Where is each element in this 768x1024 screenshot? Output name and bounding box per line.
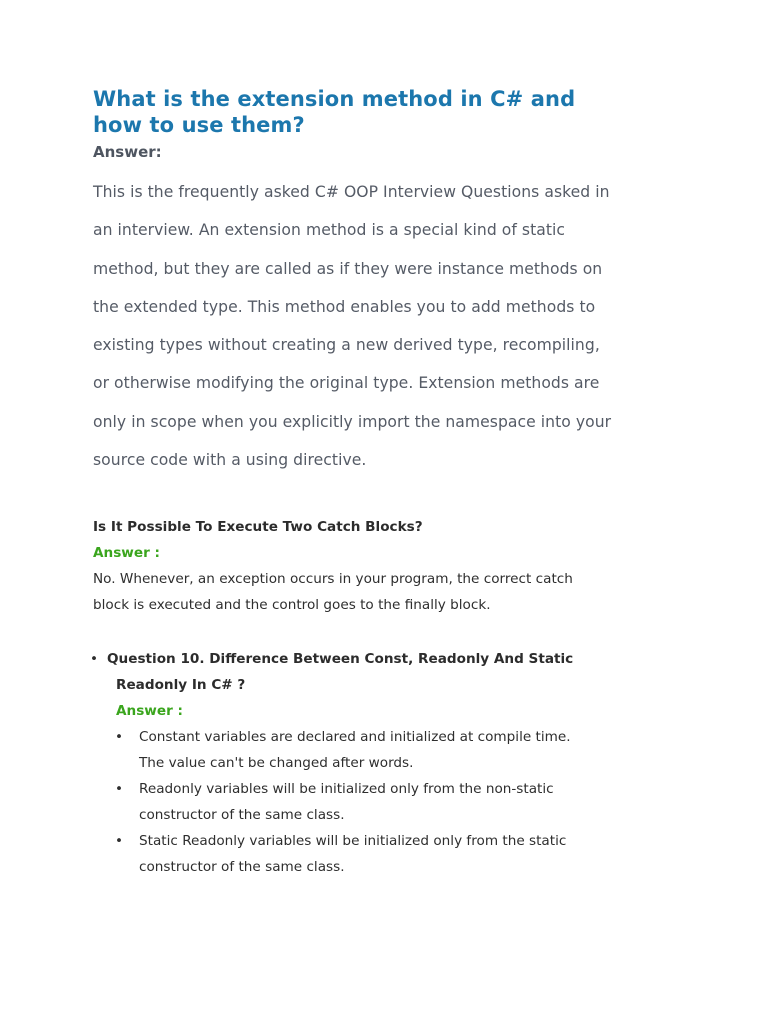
paragraph-line: source code with a using directive. xyxy=(93,451,367,470)
bullet-icon: • xyxy=(115,729,124,745)
bullet-icon: • xyxy=(115,833,124,849)
page-title xyxy=(93,86,683,138)
paragraph-line: an interview. An extension method is a special kind of static xyxy=(93,221,566,240)
bullet-icon: • xyxy=(115,781,124,797)
list-item-line: constructor of the same class. xyxy=(139,859,345,875)
question-list-item xyxy=(90,646,690,672)
list-item-line: Constant variables are declared and initialized at compile time. xyxy=(139,729,571,745)
list-item xyxy=(90,776,690,828)
question-heading: Is It Possible To Execute Two Catch Blocks? xyxy=(93,519,423,535)
list-item-line: The value can't be changed after words. xyxy=(139,755,414,771)
section-catch-blocks xyxy=(93,514,683,618)
answer-paragraph xyxy=(93,173,683,479)
paragraph-line: This is the frequently asked C# OOP Interview Questions asked in xyxy=(93,183,610,201)
list-item-line: Static Readonly variables will be initialized only from the static xyxy=(139,833,567,849)
paragraph-line: method, but they are called as if they were instance methods on xyxy=(93,259,603,278)
bullet-icon: • xyxy=(90,651,99,667)
title-line: how to use them? xyxy=(93,113,305,137)
list-item-line: constructor of the same class. xyxy=(139,807,345,823)
list-item xyxy=(90,724,690,776)
answer-text xyxy=(93,566,683,618)
paragraph-line: only in scope when you explicitly import the namespace into your xyxy=(93,412,612,431)
paragraph-line: the extended type. This method enables you to add methods to xyxy=(93,297,596,316)
answer-label: Answer: xyxy=(93,143,162,161)
list-item-line: Readonly variables will be initialized only from the non-static xyxy=(139,781,554,797)
answer-line: block is executed and the control goes to the finally block. xyxy=(93,597,491,613)
question-heading-continued: Readonly In C# ? xyxy=(116,677,246,693)
answer-label: Answer : xyxy=(93,545,160,561)
question-heading: Question 10. Difference Between Const, Readonly And Static xyxy=(107,651,574,667)
list-item xyxy=(90,828,690,880)
answer-bullet-list xyxy=(90,724,690,880)
answer-line: No. Whenever, an exception occurs in your program, the correct catch xyxy=(93,571,573,587)
paragraph-line: existing types without creating a new derived type, recompiling, xyxy=(93,336,600,355)
section-extension-method xyxy=(93,86,683,479)
section-const-readonly xyxy=(90,646,690,880)
answer-label: Answer : xyxy=(116,703,183,719)
paragraph-line: or otherwise modifying the original type. Extension methods are xyxy=(93,374,600,393)
title-line: What is the extension method in C# and xyxy=(93,87,576,111)
